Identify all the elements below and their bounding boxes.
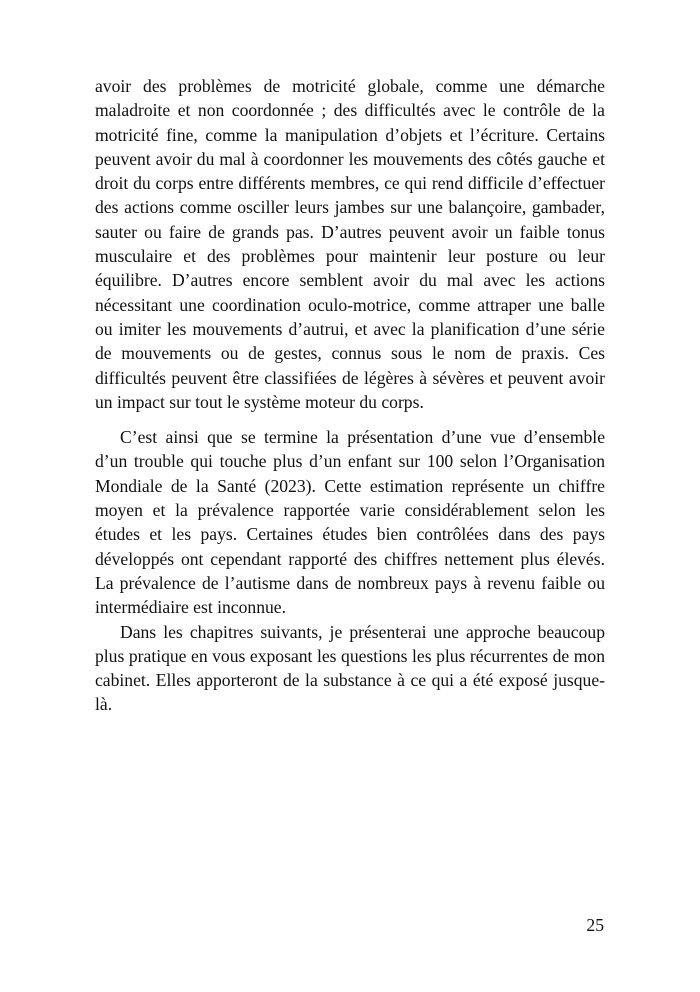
- page-number: 25: [586, 915, 604, 935]
- paragraph-prevalence: C’est ainsi que se termine la présentation d’une vue d’ensemble d’un trouble qui touche plus d’un enfant sur 100 selon l’Organisation Mondiale de la Santé (2023). Cette estimation représente un chiffre moyen et la prévalence rapportée varie considérablement selon les études et les pays. Certaines études bien contrôlées dans des pays développés ont cependant rapporté des chiffres nettement plus élevés. La prévalence de l’autisme dans de nombreux pays à revenu faible ou intermédiaire est inconnue.: [95, 427, 605, 618]
- paragraph-next-chapters: Dans les chapitres suivants, je présenterai une approche beaucoup plus pratique en vous exposant les questions les plus récurrentes de mon cabinet. Elles apporteront de la substance à ce qui a été exposé jusque-là.: [95, 621, 605, 715]
- paragraph-motor-difficulties: avoir des problèmes de motricité globale, comme une démarche maladroite et non coordonnée ; des difficultés avec le contrôle de la motricité fine, comme la manipulation d’objets et l’écriture. Certains peuvent avoir du mal à coordonner les mouvements des côtés gauche et droit du corps entre différents membres, ce qui rend difficile d’effectuer des actions comme osciller leurs jambes sur une balançoire, gambader, sauter ou faire de grands pas. D’autres peuvent avoir un faible tonus musculaire et des problèmes pour maintenir leur posture ou leur équilibre. D’autres encore semblent avoir du mal avec les actions nécessitant une coordination oculo-motrice, comme attraper une balle ou imiter les mouvements d’autrui, et avec la planification d’une série de mouvements ou de gestes, connus sous le nom de praxis. Ces difficultés peuvent être classifiées de légères à sévères et peuvent avoir un impact sur tout le système moteur du corps.: [95, 76, 605, 412]
- body-text: [95, 74, 605, 717]
